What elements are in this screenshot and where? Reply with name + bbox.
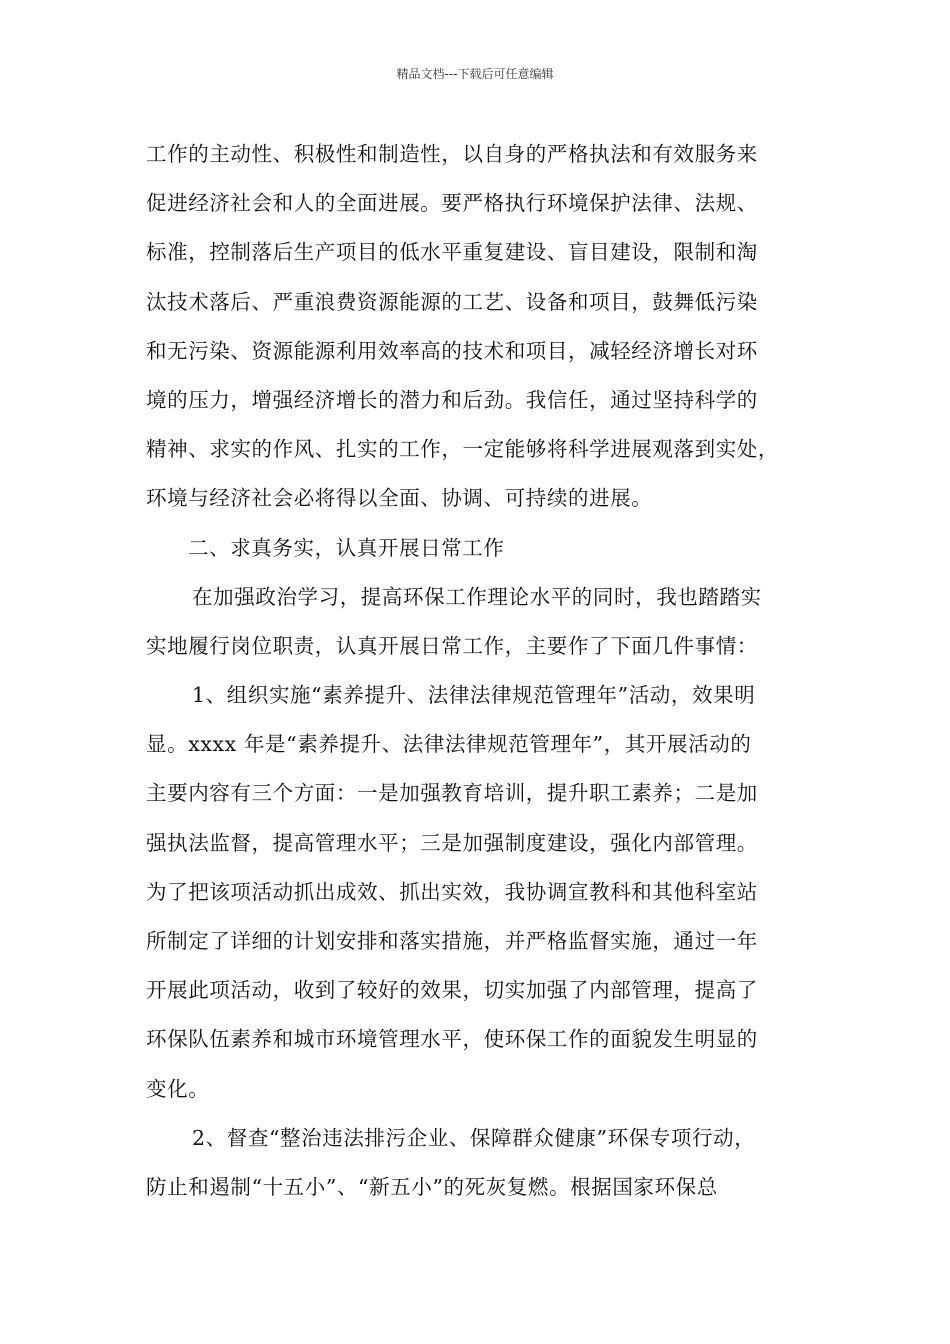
text-line: 汰技术落后、严重浪费资源能源的工艺、设备和项目，鼓舞低污染	[146, 289, 758, 314]
text-line: 防止和遏制“十五小”、“新五小”的死灰复燃。根据国家环保总	[146, 1174, 718, 1199]
text-line: 为了把该项活动抓出成效、抓出实效，我协调宣教科和其他科室站	[146, 879, 758, 904]
text-line: 实地履行岗位职责，认真开展日常工作，主要作了下面几件事情：	[146, 633, 758, 658]
text-line: 所制定了详细的计划安排和落实措施，并严格监督实施，通过一年	[146, 929, 758, 953]
document-body	[146, 130, 826, 1212]
text-line: 1、组织实施“素养提升、法律法律规范管理年”活动，效果明	[192, 683, 756, 708]
text-line: 变化。	[146, 1076, 210, 1101]
text-line: 显。xxxx 年是“素养提升、法律法律规范管理年”，其开展活动的	[146, 732, 752, 757]
text-line: 境的压力，增强经济增长的潜力和后劲。我信任，通过坚持科学的	[146, 387, 758, 412]
text-line: 标准，控制落后生产项目的低水平重复建设、盲目建设，限制和淘	[146, 240, 758, 265]
text-line: 主要内容有三个方面：一是加强教育培训，提升职工素养；二是加	[146, 781, 758, 806]
text-line: 开展此项活动，收到了较好的效果，切实加强了内部管理，提高了	[146, 978, 758, 1003]
text-line: 环保队伍素养和城市环境管理水平，使环保工作的面貌发生明显的	[146, 1027, 758, 1052]
text-line: 精神、求实的作风、扎实的工作，一定能够将科学进展观落到实处，	[146, 437, 779, 462]
text-line: 促进经济社会和人的全面进展。要严格执行环境保护法律、法规、	[146, 191, 758, 216]
page-header: 精品文档---下载后可任意编辑	[396, 67, 554, 81]
text-line: 在加强政治学习，提高环保工作理论水平的同时，我也踏踏实	[192, 584, 762, 609]
section-heading: 二、求真务实，认真开展日常工作	[188, 535, 505, 560]
text-line: 环境与经济社会必将得以全面、协调、可持续的进展。	[146, 486, 653, 511]
text-line: 2、督查“整治违法排污企业、保障群众健康”环保专项行动，	[192, 1125, 756, 1150]
text-line: 和无污染、资源能源利用效率高的技术和项目，减轻经济增长对环	[146, 338, 758, 363]
text-line: 强执法监督，提高管理水平；三是加强制度建设，强化内部管理。	[146, 830, 758, 855]
text-line: 工作的主动性、积极性和制造性，以自身的严格执法和有效服务来	[146, 142, 758, 166]
